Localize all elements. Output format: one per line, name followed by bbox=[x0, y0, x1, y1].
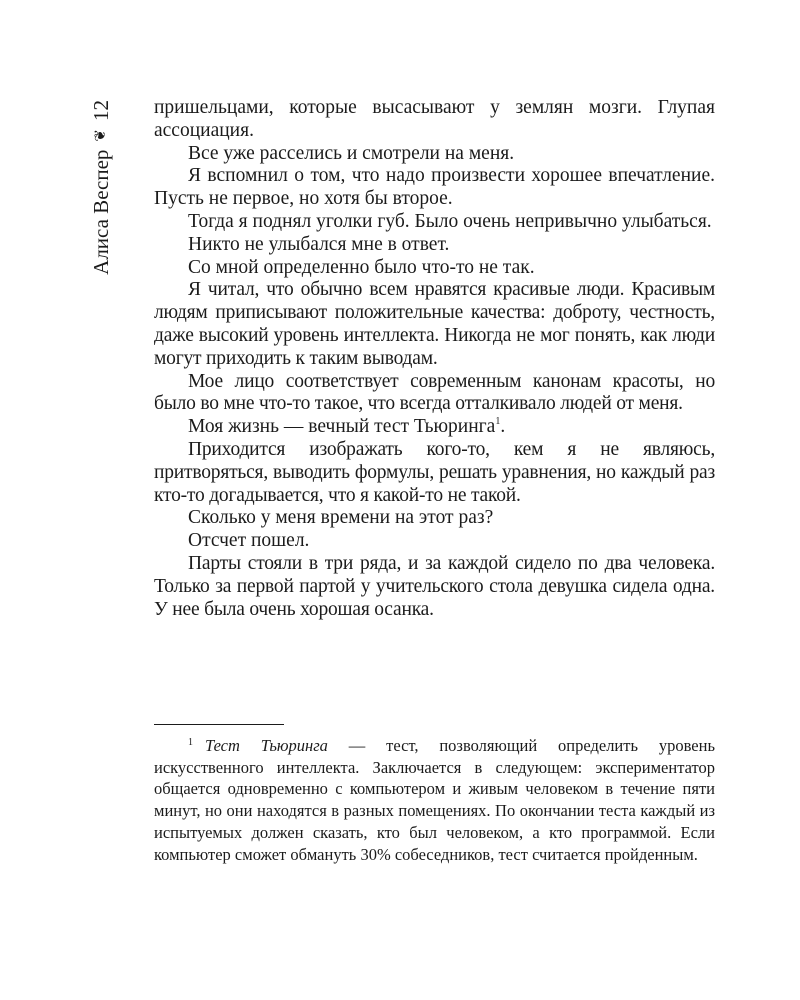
paragraph: Тогда я поднял уголки губ. Было очень непривычно улыбаться. bbox=[188, 210, 712, 232]
paragraph: Парты стояли в три ряда, и за каждой сидело по два человека. Только за первой партой у учительского стола девушка сидела одна. У нее была очень хорошая осанка. bbox=[154, 552, 715, 620]
author-name: Алиса Веспер bbox=[89, 149, 113, 275]
paragraph: пришельцами, которые высасывают у землян мозги. Глупая ассоциация. bbox=[154, 97, 715, 141]
paragraph: Все уже расселись и смотрели на меня. bbox=[188, 142, 515, 164]
paragraph: Никто не улыбался мне в ответ. bbox=[188, 233, 450, 255]
footnote: 1 Тест Тьюринга — тест, позволяющий определить уровень искусственного интеллекта. Заключается в следующем: экспериментатор общается одновременно с компьютером и живым человеком в течение пяти минут, но они находятся в разных помещениях. По окончании теста каждый из испытуемых должен сказать, кто был человеком, а кто программой. Если компьютер сможет обмануть 30% собеседников, тест считается пройденным. bbox=[154, 736, 715, 864]
page-number: 12 bbox=[89, 100, 113, 121]
running-head bbox=[86, 100, 116, 300]
paragraph: Сколько у меня времени на этот раз? bbox=[188, 507, 494, 529]
sentence-end: . bbox=[500, 416, 506, 438]
paragraph: Мое лицо соответствует современным канонам красоты, но было во мне что-то такое, что всегда отталкивало людей от меня. bbox=[154, 370, 715, 415]
footnote-divider bbox=[154, 724, 284, 725]
ornament-icon: ❦ bbox=[93, 129, 109, 142]
paragraph: Отсчет пошел. bbox=[188, 530, 310, 552]
footnote-term: Тест Тьюринга bbox=[205, 736, 328, 755]
paragraph-text: Моя жизнь — вечный тест Тьюринга bbox=[188, 416, 496, 438]
paragraph bbox=[154, 416, 715, 439]
footnote-text: — тест, позволяющий определить уровень искусственного интеллекта. Заключается в следующем: экспериментатор общается одновременно с компьютером и живым человеком в течение пяти минут, но они находятся в разных помещениях. По окончании теста каждый из испытуемых должен сказать, кто был человеком, а кто программой. Если компьютер сможет обмануть 30% собеседников, тест считается пройденным. bbox=[154, 736, 715, 864]
footnote-reference[interactable]: 1 bbox=[495, 416, 501, 428]
paragraph: Я читал, что обычно всем нравятся красивые люди. Красивым людям приписывают положительные качества: доброту, честность, даже высокий уровень интеллекта. Никогда не мог понять, как люди могут приходить к таким выводам. bbox=[154, 279, 715, 369]
paragraph: Со мной определенно было что-то не так. bbox=[188, 256, 535, 278]
body-text bbox=[154, 97, 715, 621]
running-head-text bbox=[88, 100, 114, 300]
paragraph: Приходится изображать кого-то, кем я не являюсь, притворяться, выводить формулы, решать уравнения, но каждый раз кто-то догадывается, что я какой-то не такой. bbox=[154, 438, 715, 506]
paragraph: Я вспомнил о том, что надо произвести хорошее впечатление. Пусть не первое, но хотя бы второе. bbox=[154, 165, 715, 210]
